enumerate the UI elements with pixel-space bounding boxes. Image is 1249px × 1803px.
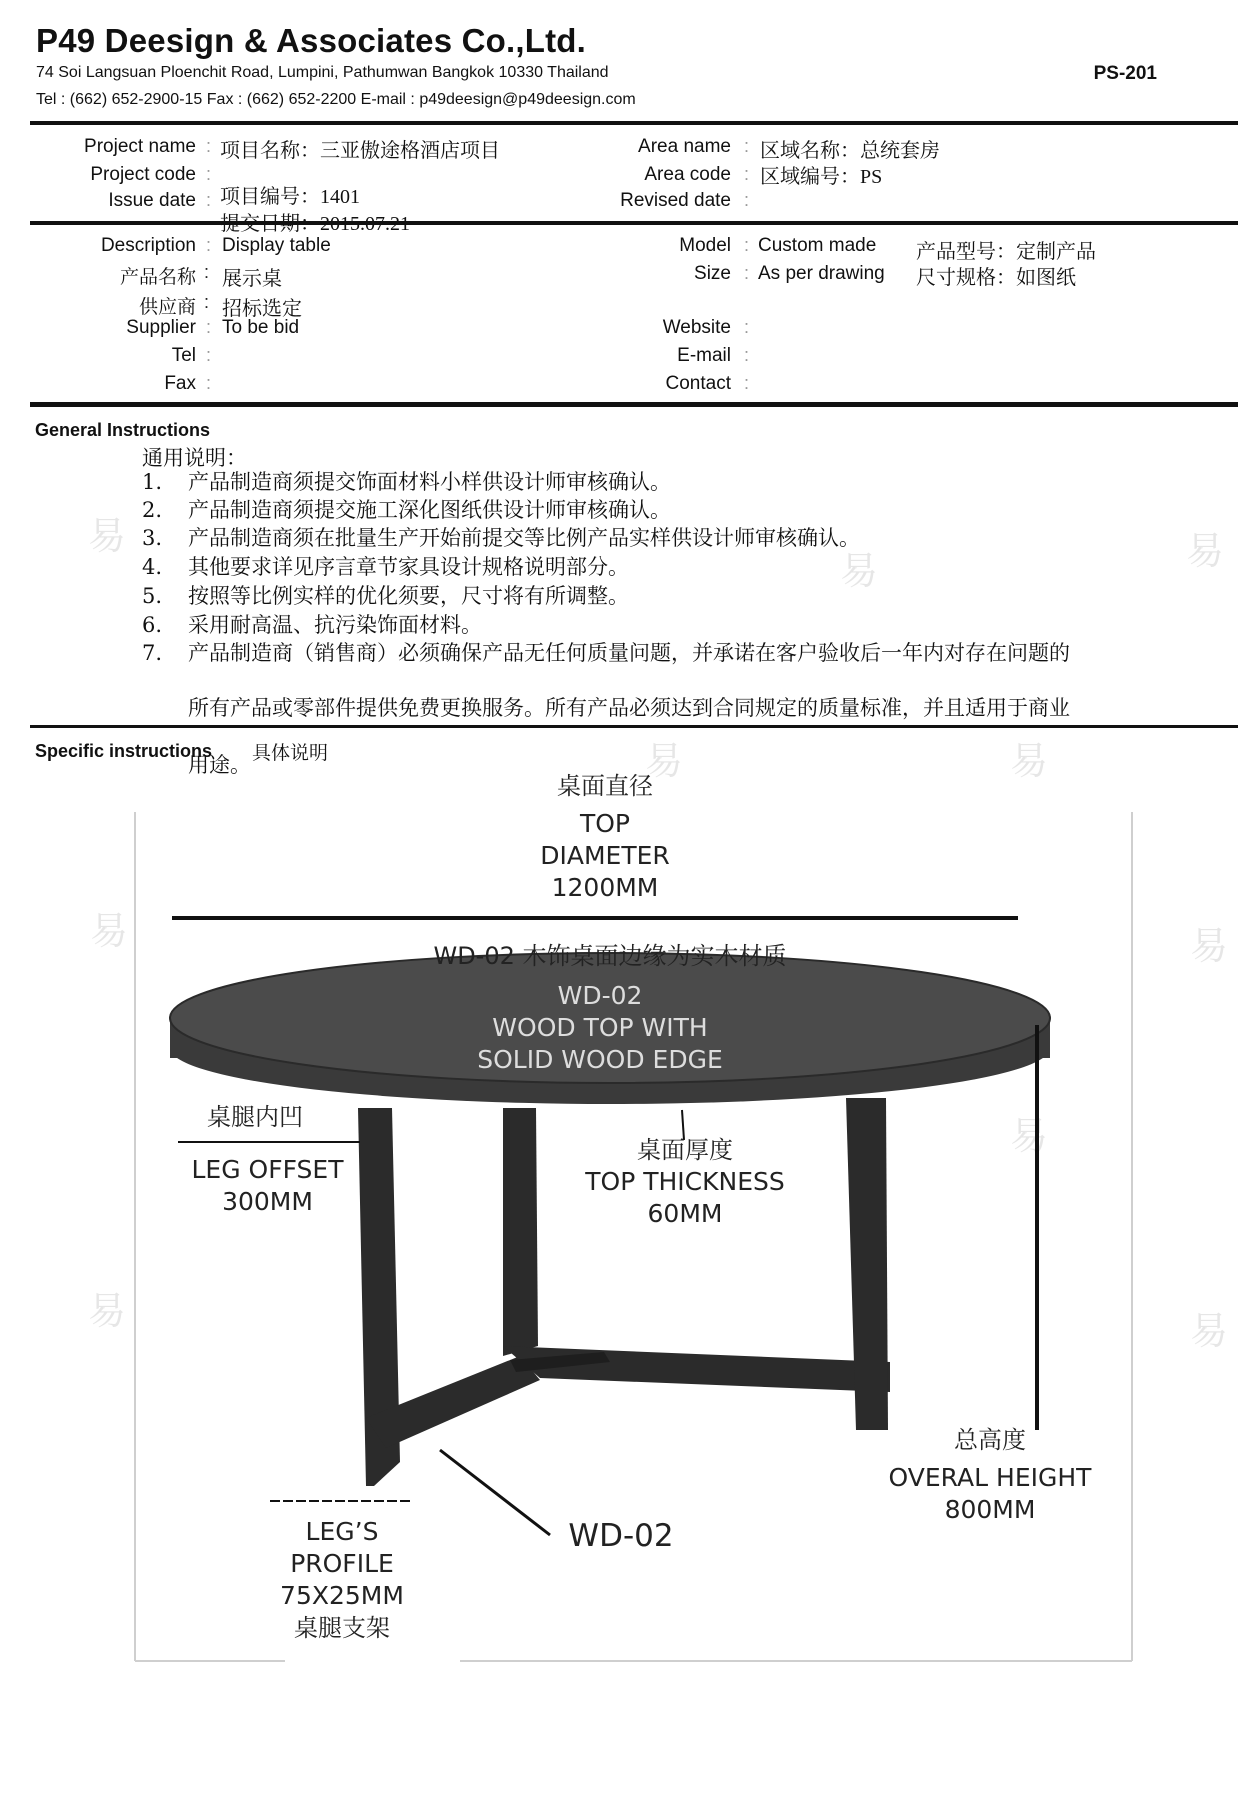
watermark: 易: [88, 1289, 127, 1333]
product-name-value: 展示桌: [222, 268, 282, 290]
leg-offset-2: 300MM: [222, 1187, 313, 1216]
specific-instructions-title-zh: 具体说明: [252, 742, 329, 764]
overall-height-zh: 总高度: [954, 1426, 1026, 1454]
instruction-text: 产品制造商须在批量生产开始前提交等比例产品实样供设计师审核确认。: [188, 526, 860, 550]
top-diameter-1: TOP: [579, 809, 631, 838]
top-thickness-1: TOP THICKNESS: [585, 1167, 785, 1196]
leg-profile-2: PROFILE: [290, 1549, 394, 1578]
general-instructions-title-zh: 通用说明：: [142, 446, 247, 470]
watermark: 易: [88, 514, 127, 558]
wood-top-zh: WD-02 木饰桌面边缘为实木材质: [433, 942, 787, 970]
general-instructions-title: General Instructions: [35, 420, 211, 440]
instruction-number: 1.: [142, 470, 163, 494]
supplier-label: Supplier: [126, 317, 196, 338]
company-address: 74 Soi Langsuan Ploenchit Road, Lumpini, Pathumwan Bangkok 10330 Thailand: [36, 64, 609, 81]
colon: :: [204, 262, 210, 282]
colon: :: [744, 345, 750, 365]
top-thickness-2: 60MM: [647, 1199, 723, 1228]
watermark: 易: [1010, 1114, 1049, 1158]
wood-top-3: SOLID WOOD EDGE: [477, 1045, 723, 1074]
model-value: Custom made: [758, 235, 877, 256]
size-zh: 尺寸规格：如图纸: [916, 267, 1076, 289]
email-label: E-mail: [677, 345, 731, 366]
wd-leg-leader: [440, 1450, 550, 1535]
watermark: 易: [645, 739, 684, 783]
document-code: PS-201: [1093, 63, 1157, 84]
issue-date-label: Issue date: [108, 190, 196, 211]
top-diameter-2: DIAMETER: [540, 841, 670, 870]
revised-date-label: Revised date: [620, 190, 731, 211]
instruction-continuation: 所有产品或零部件提供免费更换服务。所有产品必须达到合同规定的质量标准，并且适用于商业: [188, 696, 1070, 720]
instruction-text: 采用耐高温、抗污染饰面材料。: [188, 613, 482, 637]
instruction-text: 按照等比例实样的优化须要，尺寸将有所调整。: [188, 584, 629, 608]
supplier-value: To be bid: [222, 317, 300, 338]
watermark: 易: [1190, 924, 1229, 968]
watermark: 易: [90, 909, 129, 953]
area-name-label: Area name: [638, 136, 731, 157]
top-diameter-zh: 桌面直径: [557, 772, 653, 800]
size-label: Size: [694, 263, 731, 284]
leg-material-label: WD-02: [568, 1518, 674, 1554]
colon: :: [744, 164, 750, 184]
colon: :: [206, 164, 212, 184]
colon: :: [744, 190, 750, 210]
description-label: Description: [100, 235, 196, 256]
project-name-value: 项目名称：三亚傲途格酒店项目: [220, 140, 500, 162]
instruction-number: 6.: [142, 613, 163, 637]
tel-label: Tel: [171, 345, 196, 366]
description-value: Display table: [222, 235, 331, 256]
colon: :: [206, 136, 212, 156]
instruction-number: 7.: [142, 641, 163, 665]
area-code-label: Area code: [644, 164, 731, 185]
colon: :: [206, 373, 212, 393]
instruction-number: 4.: [142, 555, 163, 579]
project-code-value: 项目编号：1401: [220, 186, 360, 208]
wood-top-1: WD-02: [557, 981, 643, 1010]
size-value: As per drawing: [758, 263, 885, 284]
colon: :: [204, 292, 210, 312]
instruction-text: 产品制造商须提交施工深化图纸供设计师审核确认。: [188, 498, 671, 522]
colon: :: [744, 263, 750, 283]
instruction-continuation-2: 用途。: [188, 753, 251, 777]
colon: :: [744, 317, 750, 337]
area-code-value: 区域编号：PS: [760, 166, 883, 188]
colon: :: [206, 345, 212, 365]
colon: :: [206, 190, 212, 210]
company-contact: Tel : (662) 652-2900-15 Fax : (662) 652-2200 E-mail : p49deesign@p49deesign.com: [36, 91, 636, 108]
instruction-number: 3.: [142, 526, 163, 550]
colon: :: [206, 317, 212, 337]
watermark: 易: [1190, 1309, 1229, 1353]
overall-height-1: OVERAL HEIGHT: [888, 1463, 1092, 1492]
website-label: Website: [662, 317, 731, 338]
area-name-value: 区域名称：总统套房: [760, 140, 940, 162]
product-name-label: 产品名称: [119, 266, 196, 288]
wood-top-2: WOOD TOP WITH: [492, 1013, 708, 1042]
model-zh: 产品型号：定制产品: [916, 241, 1096, 263]
watermark: 易: [1010, 739, 1049, 783]
leg-offset-1: LEG OFFSET: [191, 1155, 344, 1184]
instruction-text: 产品制造商（销售商）必须确保产品无任何质量问题，并承诺在客户验收后一年内对存在问题的: [188, 641, 1070, 665]
instruction-number: 2.: [142, 498, 163, 522]
colon: :: [744, 235, 750, 255]
contact-label: Contact: [665, 373, 731, 394]
leg-profile-1: LEG’S: [305, 1517, 379, 1546]
supplier-zh-value: 招标选定: [222, 298, 302, 320]
company-name: P49 Deesign & Associates Co.,Ltd.: [36, 22, 587, 59]
instruction-text: 产品制造商须提交饰面材料小样供设计师审核确认。: [188, 470, 671, 494]
leg-profile-3: 75X25MM: [280, 1581, 404, 1610]
specific-instructions-title: Specific instructions: [35, 741, 213, 761]
overall-height-2: 800MM: [944, 1495, 1036, 1524]
colon: :: [206, 235, 212, 255]
project-code-label: Project code: [90, 164, 196, 185]
instruction-number: 5.: [142, 584, 163, 608]
colon: :: [744, 373, 750, 393]
fax-label: Fax: [164, 373, 196, 394]
supplier-zh-label: 供应商: [138, 296, 196, 318]
instruction-text: 其他要求详见序言章节家具设计规格说明部分。: [188, 555, 629, 579]
leg-profile-zh: 桌腿支架: [294, 1614, 390, 1642]
project-name-label: Project name: [84, 136, 196, 157]
watermark: 易: [1186, 529, 1225, 573]
colon: :: [744, 136, 750, 156]
top-diameter-3: 1200MM: [551, 873, 659, 902]
leg-offset-zh: 桌腿内凹: [207, 1103, 303, 1131]
model-label: Model: [679, 235, 731, 256]
watermark: 易: [840, 549, 879, 593]
top-thickness-zh: 桌面厚度: [637, 1136, 733, 1164]
